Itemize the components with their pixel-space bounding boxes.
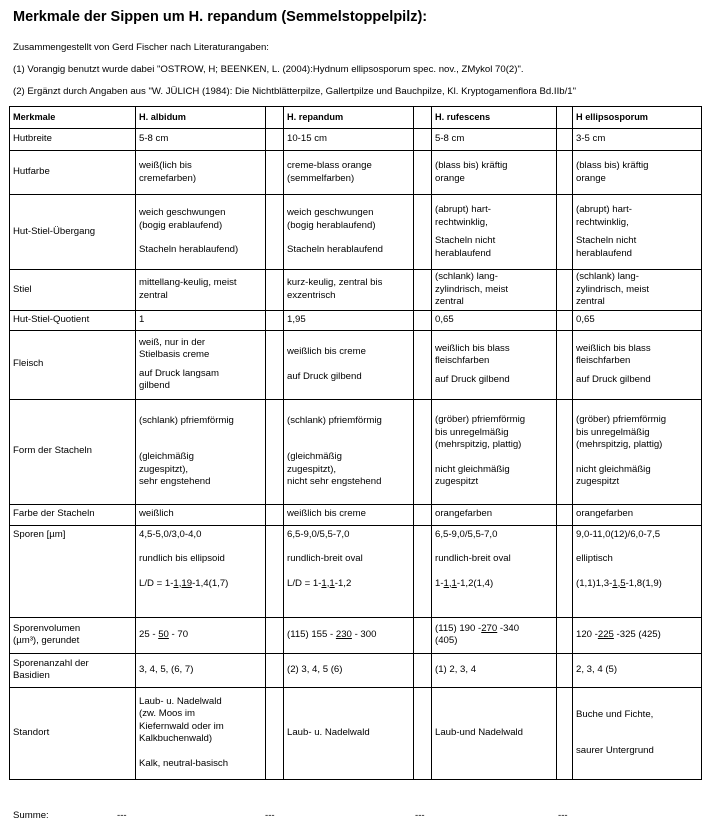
row-label: Farbe der Stacheln bbox=[10, 504, 136, 525]
table-cell: (abrupt) hart- rechtwinklig, Stacheln nicht herablaufend bbox=[573, 195, 702, 270]
table-cell: (schlank) lang- zylindrisch, meist zentral bbox=[573, 270, 702, 311]
table-cell: 10-15 cm bbox=[284, 129, 414, 151]
table-row bbox=[10, 525, 702, 617]
table-cell: weißlich bis blass fleischfarben auf Druck gilbend bbox=[573, 330, 702, 399]
table-cell: (schlank) pfriemförmig (gleichmäßig zugespitzt), sehr engstehend bbox=[136, 399, 266, 504]
table-row bbox=[10, 270, 702, 311]
table-row bbox=[10, 310, 702, 330]
row-label: Hutfarbe bbox=[10, 151, 136, 195]
table-row bbox=[10, 687, 702, 779]
table-cell: weiß, nur in der Stielbasis creme auf Druck langsam gilbend bbox=[136, 330, 266, 399]
table-cell: (2) 3, 4, 5 (6) bbox=[284, 653, 414, 687]
table-cell: weißlich bis creme bbox=[284, 504, 414, 525]
row-label: Fleisch bbox=[10, 330, 136, 399]
table-cell: Buche und Fichte, saurer Untergrund bbox=[573, 687, 702, 779]
row-label: Hutbreite bbox=[10, 129, 136, 151]
table-cell: (1) 2, 3, 4 bbox=[432, 653, 557, 687]
table-cell: weich geschwungen (bogig erablaufend) Stacheln herablaufend) bbox=[136, 195, 266, 270]
source-note-2: (2) Ergänzt durch Angaben aus "W. JÜLICH (1984): Die Nichtblätterpilze, Gallertpilze und Bauchpilze, Kl. Kryptogamenflora Bd.IIb/1" bbox=[13, 86, 576, 97]
table-cell: weißlich bis creme auf Druck gilbend bbox=[284, 330, 414, 399]
table-cell: weißlich bis blass fleischfarben auf Druck gilbend bbox=[432, 330, 557, 399]
table-row bbox=[10, 617, 702, 653]
table-cell: Laub-und Nadelwald bbox=[432, 687, 557, 779]
table-row bbox=[10, 129, 702, 151]
table-cell: kurz-keulig, zentral bis exzentrisch bbox=[284, 270, 414, 311]
header-albidum: H. albidum bbox=[136, 107, 266, 129]
summe-value: --- bbox=[415, 810, 425, 821]
table-cell: weiß(lich bis cremefarben) bbox=[136, 151, 266, 195]
table-row bbox=[10, 399, 702, 504]
table-cell: 1,95 bbox=[284, 310, 414, 330]
summe-value: --- bbox=[265, 810, 275, 821]
table-cell: (115) 190 -270 -340 (405) bbox=[432, 617, 557, 653]
table-cell: 2, 3, 4 (5) bbox=[573, 653, 702, 687]
table-cell: Laub- u. Nadelwald bbox=[284, 687, 414, 779]
table-row bbox=[10, 653, 702, 687]
table-cell: orangefarben bbox=[432, 504, 557, 525]
table-row bbox=[10, 151, 702, 195]
table-cell: 25 - 50 - 70 bbox=[136, 617, 266, 653]
row-label: Sporenvolumen (µm³), gerundet bbox=[10, 617, 136, 653]
table-cell: (gröber) pfriemförmig bis unregelmäßig (mehrspitzig, plattig) nicht gleichmäßig zugespitzt bbox=[573, 399, 702, 504]
column-gap bbox=[414, 107, 432, 129]
header-rufescens: H. rufescens bbox=[432, 107, 557, 129]
summe-value: --- bbox=[117, 810, 127, 821]
table-cell: 4,5-5,0/3,0-4,0 rundlich bis ellipsoid L/D = 1-1,19-1,4(1,7) bbox=[136, 525, 266, 617]
table-cell: (blass bis) kräftig orange bbox=[573, 151, 702, 195]
table-cell: 3-5 cm bbox=[573, 129, 702, 151]
table-cell: weißlich bbox=[136, 504, 266, 525]
table-cell: orangefarben bbox=[573, 504, 702, 525]
table-cell: mittellang-keulig, meist zentral bbox=[136, 270, 266, 311]
table-cell: 6,5-9,0/5,5-7,0 rundlich-breit oval 1-1,1-1,2(1,4) bbox=[432, 525, 557, 617]
table-cell: Laub- u. Nadelwald (zw. Moos im Kiefernwald oder im Kalkbuchenwald) Kalk, neutral-basisch bbox=[136, 687, 266, 779]
table-cell: (gröber) pfriemförmig bis unregelmäßig (mehrspitzig, plattig) nicht gleichmäßig zugespitzt bbox=[432, 399, 557, 504]
table-cell: weich geschwungen (bogig herablaufend) Stacheln herablaufend bbox=[284, 195, 414, 270]
table-cell: 0,65 bbox=[573, 310, 702, 330]
header-ellipsosporum: H ellipsosporum bbox=[573, 107, 702, 129]
table-cell: 6,5-9,0/5,5-7,0 rundlich-breit oval L/D = 1-1,1-1,2 bbox=[284, 525, 414, 617]
source-note-1: (1) Vorangig benutzt wurde dabei "OSTROW, H; BEENKEN, L. (2004):Hydnum ellipsosporum spec. nov., ZMykol 70(2)". bbox=[13, 64, 524, 75]
table-cell: 0,65 bbox=[432, 310, 557, 330]
row-label: Sporen [µm] bbox=[10, 525, 136, 617]
table-cell: 5-8 cm bbox=[432, 129, 557, 151]
row-label: Hut-Stiel-Quotient bbox=[10, 310, 136, 330]
table-cell: (abrupt) hart- rechtwinklig, Stacheln nicht herablaufend bbox=[432, 195, 557, 270]
table-cell: 120 -225 -325 (425) bbox=[573, 617, 702, 653]
comparison-table bbox=[9, 106, 702, 780]
table-row bbox=[10, 330, 702, 399]
table-cell: 3, 4, 5, (6, 7) bbox=[136, 653, 266, 687]
table-cell: (blass bis) kräftig orange bbox=[432, 151, 557, 195]
column-gap bbox=[266, 107, 284, 129]
page-title: Merkmale der Sippen um H. repandum (Semmelstoppelpilz): bbox=[13, 9, 428, 25]
table-row bbox=[10, 195, 702, 270]
table-cell: 1 bbox=[136, 310, 266, 330]
row-label: Form der Stacheln bbox=[10, 399, 136, 504]
summe-value: --- bbox=[558, 810, 568, 821]
table-cell: (schlank) pfriemförmig (gleichmäßig zugespitzt), nicht sehr engstehend bbox=[284, 399, 414, 504]
header-repandum: H. repandum bbox=[284, 107, 414, 129]
header-row bbox=[10, 107, 702, 129]
column-gap bbox=[557, 107, 573, 129]
summe-label: Summe: bbox=[13, 810, 49, 821]
row-label: Sporenanzahl der Basidien bbox=[10, 653, 136, 687]
table-cell: 5-8 cm bbox=[136, 129, 266, 151]
table-cell: (115) 155 - 230 - 300 bbox=[284, 617, 414, 653]
row-label: Standort bbox=[10, 687, 136, 779]
intro-text: Zusammengestellt von Gerd Fischer nach Literaturangaben: bbox=[13, 42, 269, 53]
header-merkmale: Merkmale bbox=[10, 107, 136, 129]
row-label: Hut-Stiel-Übergang bbox=[10, 195, 136, 270]
table-cell: (schlank) lang- zylindrisch, meist zentral bbox=[432, 270, 557, 311]
table-cell: creme-blass orange (semmelfarben) bbox=[284, 151, 414, 195]
table-cell: 9,0-11,0(12)/6,0-7,5 elliptisch (1,1)1,3-1,5-1,8(1,9) bbox=[573, 525, 702, 617]
row-label: Stiel bbox=[10, 270, 136, 311]
table-row bbox=[10, 504, 702, 525]
